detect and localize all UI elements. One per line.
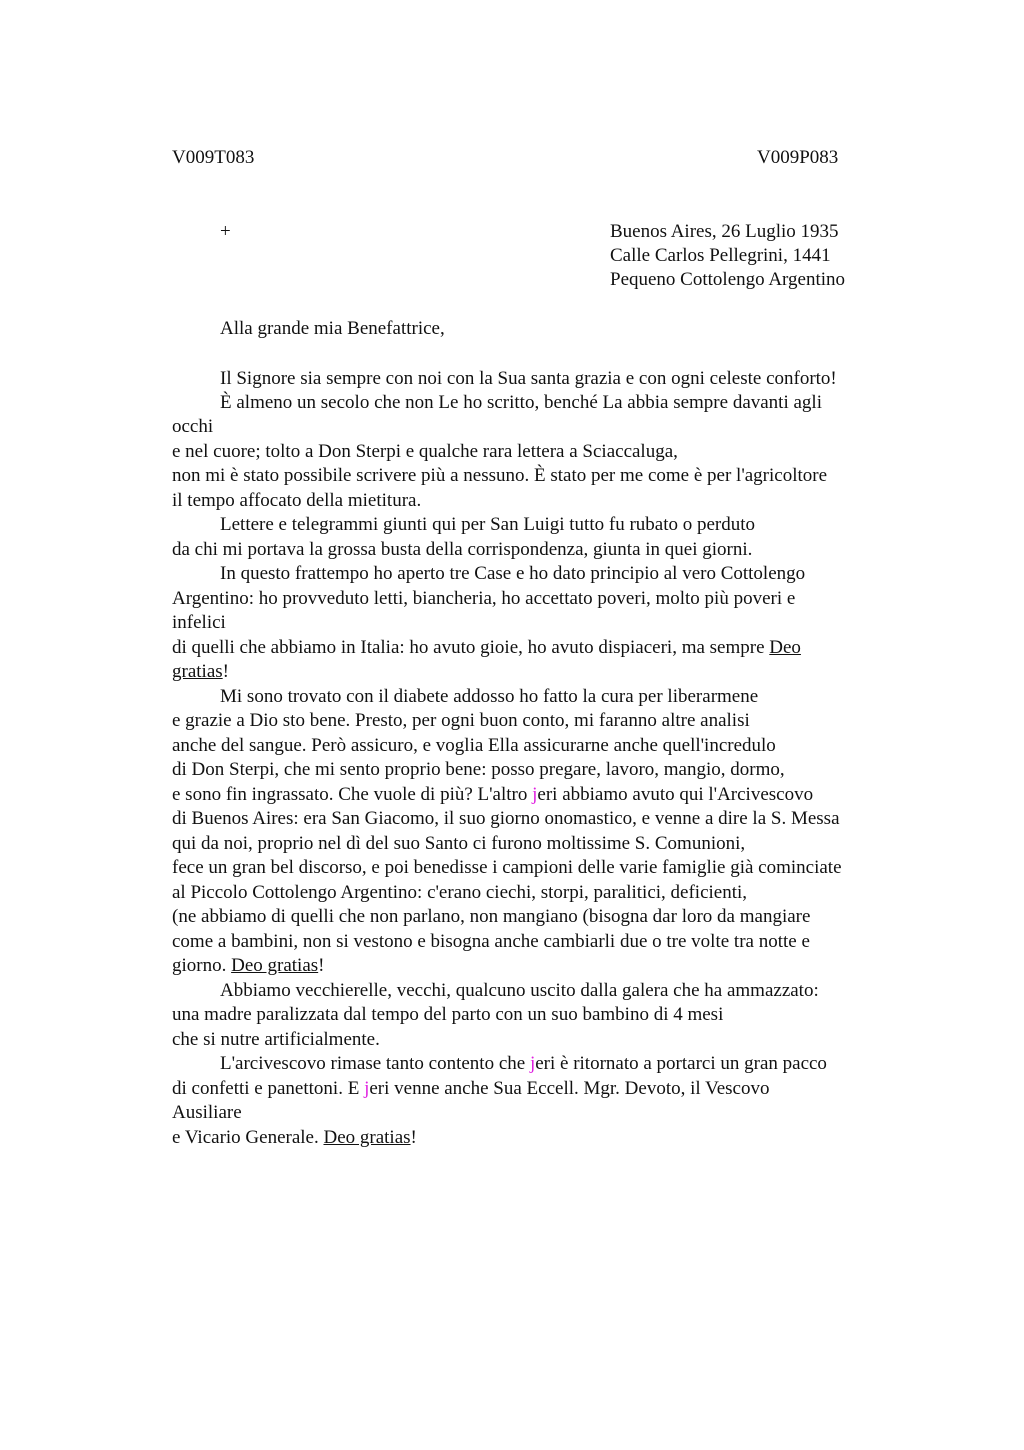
body-line	[220, 1052, 827, 1076]
body-text: eri è ritornato a portarci un gran pacco	[535, 1053, 827, 1074]
body-line: come a bambini, non si vestono e bisogna anche cambiarli due o tre volte tra notte e	[172, 931, 810, 952]
body-text: di quelli che abbiamo in Italia: ho avuto gioie, ho avuto dispiaceri, ma sempre	[172, 637, 770, 658]
body-line: occhi	[172, 416, 214, 437]
body-line: e grazie a Dio sto bene. Presto, per ogni buon conto, mi faranno altre analisi	[172, 710, 750, 731]
body-line: non mi è stato possibile scrivere più a nessuno. È stato per me come è per l'agricoltore	[172, 465, 828, 486]
body-line: una madre paralizzata dal tempo del parto con un suo bambino di 4 mesi	[172, 1004, 724, 1025]
body-text: e Vicario Generale.	[172, 1127, 324, 1148]
body-line: Argentino: ho provveduto letti, biancheria, ho accettato poveri, molto più poveri e	[172, 588, 796, 609]
body-line: di Don Sterpi, che mi sento proprio bene: posso pregare, lavoro, mangio, dormo,	[172, 759, 785, 780]
body-text: !	[318, 955, 325, 976]
deo-gratias-underlined: Deo gratias	[231, 955, 319, 976]
body-line: che si nutre artificialmente.	[172, 1029, 380, 1050]
document-code-left: V009T083	[172, 147, 255, 168]
highlighted-letter: j	[532, 784, 538, 805]
body-line: qui da noi, proprio nel dì del suo Santo ci furono moltissime S. Comunioni,	[172, 833, 746, 854]
deo-gratias-underlined: gratias	[172, 661, 223, 682]
body-line	[172, 636, 801, 660]
body-line	[172, 783, 813, 807]
body-line: di Buenos Aires: era San Giacomo, il suo giorno onomastico, e venne a dire la S. Messa	[172, 808, 840, 829]
body-line: È almeno un secolo che non Le ho scritto, benché La abbia sempre davanti agli	[220, 392, 822, 413]
salutation: Alla grande mia Benefattrice,	[220, 318, 445, 339]
body-line: fece un gran bel discorso, e poi benedisse i campioni delle varie famiglie già cominciate	[172, 857, 842, 878]
body-line: al Piccolo Cottolengo Argentino: c'erano ciechi, storpi, paralitici, deficienti,	[172, 882, 748, 903]
body-text: eri venne anche Sua Eccell. Mgr. Devoto, il Vescovo	[369, 1078, 770, 1099]
highlighted-letter: j	[529, 1053, 536, 1074]
body-line: In questo frattempo ho aperto tre Case e ho dato principio al vero Cottolengo	[220, 563, 806, 584]
highlighted-letter: j	[364, 1078, 370, 1099]
address-line: Buenos Aires, 26 Luglio 1935	[610, 221, 839, 242]
body-line: Lettere e telegrammi giunti qui per San Luigi tutto fu rubato o perduto	[220, 514, 756, 535]
cross-symbol: +	[220, 221, 231, 242]
body-line	[172, 954, 325, 978]
body-text: !	[222, 661, 229, 682]
body-text: L'arcivescovo rimase tanto contento che	[220, 1053, 530, 1074]
body-line: infelici	[172, 612, 226, 633]
body-line	[172, 1126, 417, 1150]
body-text: di confetti e panettoni. E	[172, 1078, 365, 1099]
body-line: Abbiamo vecchierelle, vecchi, qualcuno uscito dalla galera che ha ammazzato:	[220, 980, 819, 1001]
body-line: da chi mi portava la grossa busta della corrispondenza, giunta in quei giorni.	[172, 539, 753, 560]
body-line: (ne abbiamo di quelli che non parlano, non mangiano (bisogna dar loro da mangiare	[172, 906, 811, 927]
body-line: Mi sono trovato con il diabete addosso ho fatto la cura per liberarmene	[220, 686, 759, 707]
document-code-right: V009P083	[757, 147, 839, 168]
body-line: il tempo affocato della mietitura.	[172, 490, 422, 511]
deo-gratias-underlined: Deo gratias	[323, 1127, 411, 1148]
body-line: Il Signore sia sempre con noi con la Sua santa grazia e con ogni celeste conforto!	[220, 368, 837, 389]
address-line: Pequeno Cottolengo Argentino	[610, 269, 846, 290]
body-line: Ausiliare	[172, 1102, 242, 1123]
body-text: eri abbiamo avuto qui l'Arcivescovo	[537, 784, 814, 805]
body-line: e nel cuore; tolto a Don Sterpi e qualche rara lettera a Sciaccaluga,	[172, 441, 678, 462]
address-line: Calle Carlos Pellegrini, 1441	[610, 245, 831, 266]
body-text: giorno.	[172, 955, 232, 976]
deo-gratias-underlined: Deo	[769, 637, 801, 658]
body-text: !	[410, 1127, 417, 1148]
body-text: e sono fin ingrassato. Che vuole di più? L'altro	[172, 784, 533, 805]
body-line: anche del sangue. Però assicuro, e voglia Ella assicurarne anche quell'incredulo	[172, 735, 776, 756]
body-line	[172, 660, 229, 684]
body-line	[172, 1077, 769, 1101]
